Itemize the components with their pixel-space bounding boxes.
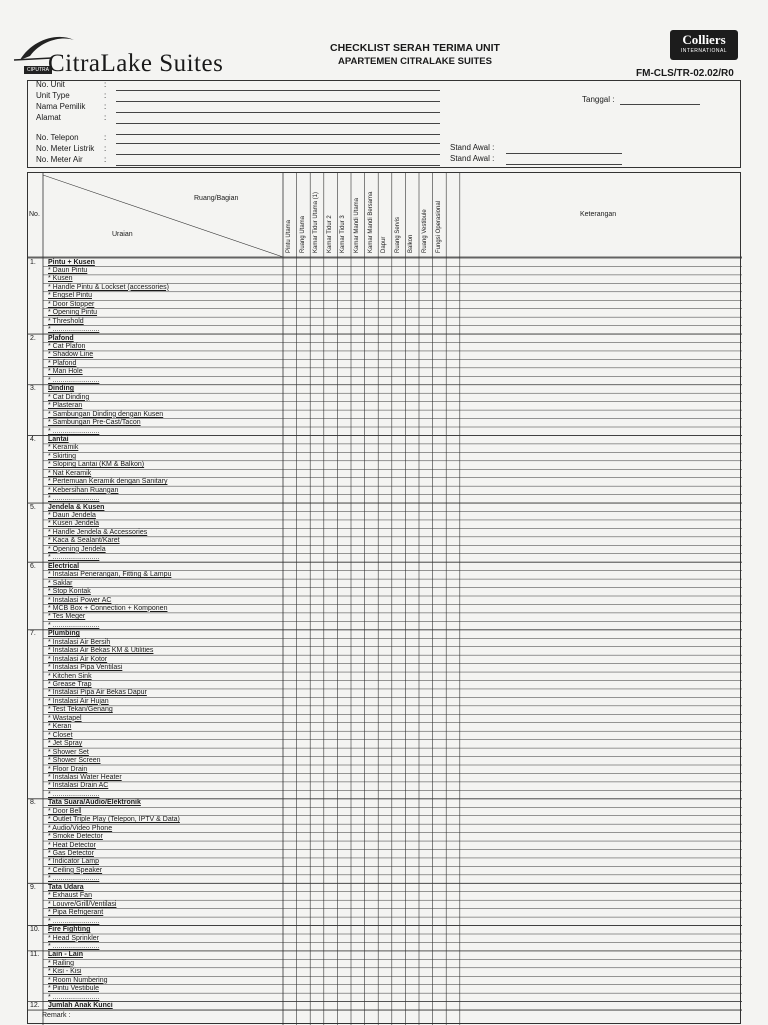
checklist-item[interactable]: * Nat Keramik [48, 469, 92, 477]
checklist-item[interactable]: * Kitchen Sink [48, 672, 92, 680]
section-title: Jumlah Anak Kunci [48, 1002, 113, 1010]
checklist-item[interactable]: * Threshold [48, 317, 84, 325]
room-column-label: Ruang Servis [394, 216, 401, 253]
section-title: Lantai [48, 435, 69, 443]
field-colon: : [104, 144, 107, 153]
checklist-item[interactable]: * Pintu Vestibule [48, 985, 99, 993]
section-number: 3. [30, 385, 36, 393]
field-label: Alamat [36, 113, 61, 122]
field-label: Unit Type [36, 91, 70, 100]
checklist-item[interactable]: * Exhaust Fan [48, 892, 92, 900]
checklist-item[interactable]: * Handle Pintu & Lockset (accessories) [48, 283, 169, 291]
table-grid [28, 173, 742, 1025]
section-title: Tata Suara/Audio/Elektronik [48, 799, 141, 807]
section-title: Lain - Lain [48, 951, 83, 959]
section-number: 2. [30, 334, 36, 342]
field-colon: : [104, 155, 107, 164]
checklist-item[interactable]: * ........................ [48, 917, 100, 925]
checklist-item[interactable]: * Indicator Lamp [48, 858, 99, 866]
field-line[interactable] [116, 90, 440, 91]
stand-awal-line[interactable] [506, 164, 622, 165]
checklist-item[interactable]: * ........................ [48, 875, 100, 883]
checklist-item[interactable]: * Kisi - Kisi [48, 968, 82, 976]
section-title: Plumbing [48, 630, 80, 638]
room-column-label: Kamar Tidur 2 [326, 215, 333, 253]
header-diagonal-line [43, 175, 283, 257]
checklist-item[interactable]: * Outlet Triple Play (Telepon, IPTV & Data) [48, 816, 180, 824]
checklist-item[interactable]: * Cat Plafon [48, 343, 86, 350]
checklist-item[interactable]: * Door Stopper [48, 300, 95, 308]
checklist-item[interactable]: * Closet [48, 731, 73, 739]
checklist-item[interactable]: * Room Numbering [48, 976, 108, 984]
checklist-item[interactable]: * Shower Set [48, 748, 89, 756]
checklist-table [27, 172, 741, 1024]
checklist-item[interactable]: * Floor Drain [48, 765, 88, 773]
checklist-item[interactable]: * Keran [48, 723, 72, 731]
checklist-item[interactable]: * Pipa Refrigerant [48, 909, 104, 917]
checklist-item[interactable]: * Instalasi Pipa Ventilasi [48, 664, 123, 672]
checklist-item[interactable]: * Stop Kontak [48, 588, 91, 596]
field-colon: : [104, 113, 107, 122]
checklist-item[interactable]: * ........................ [48, 326, 100, 334]
section-number: 11. [30, 951, 40, 959]
field-line[interactable] [116, 165, 440, 166]
section-number: 8. [30, 799, 36, 807]
checklist-item[interactable]: * ........................ [48, 554, 100, 562]
checklist-item[interactable]: * Sloping Lantai (KM & Balkon) [48, 461, 145, 469]
checklist-item[interactable]: * Smoke Detector [48, 833, 103, 841]
checklist-item[interactable]: * ........................ [48, 790, 100, 798]
checklist-item[interactable]: * Ceiling Speaker [48, 866, 103, 874]
tanggal-label: Tanggal : [582, 95, 615, 104]
checklist-item[interactable]: * ........................ [48, 495, 100, 503]
section-number: 6. [30, 562, 36, 570]
checklist-item[interactable]: * Shadow Line [48, 351, 94, 359]
stand-awal-label: Stand Awal : [450, 143, 495, 152]
checklist-item[interactable]: * Keramik [48, 444, 79, 452]
room-column-label: Kamar Tidur Utama (1) [313, 191, 320, 253]
form-code: FM-CLS/TR-02.02/R0 [636, 68, 734, 79]
room-column-label: Pintu Utama [286, 219, 292, 253]
field-line[interactable] [116, 112, 440, 113]
checklist-item[interactable]: * Opening Pintu [48, 309, 98, 317]
field-label: No. Telepon [36, 133, 79, 142]
stand-awal-label: Stand Awal : [450, 154, 495, 163]
checklist-item[interactable]: * Gas Detector [48, 850, 94, 857]
checklist-item[interactable]: * Skirting [48, 452, 77, 460]
checklist-item[interactable]: * Tes Meger [48, 613, 86, 621]
room-column-label: Balkon [408, 234, 415, 253]
checklist-item[interactable]: * Wastapel [48, 714, 82, 722]
section-number: 10. [30, 926, 40, 934]
field-line[interactable] [116, 154, 440, 155]
field-colon: : [104, 102, 107, 111]
checklist-item[interactable]: * ........................ [48, 993, 100, 1001]
checklist-item[interactable]: * Instalasi Water Heater [48, 773, 122, 781]
checklist-item[interactable]: * Instalasi Drain AC [48, 782, 109, 790]
checklist-item[interactable]: * Railing [48, 959, 75, 967]
checklist-item[interactable]: * Instalasi Air Bersih [48, 638, 111, 646]
checklist-item[interactable]: * ........................ [48, 427, 100, 435]
section-title: Pintu + Kusen [48, 258, 95, 266]
no-header: No. [29, 211, 40, 218]
room-column-label: Ruang Vestibule [422, 209, 428, 253]
checklist-item[interactable]: * MCB Box + Connection + Komponen [48, 604, 168, 612]
checklist-item[interactable]: * Jet Spray [48, 740, 83, 748]
checklist-item[interactable]: * Pertemuan Keramik dengan Sanitary [48, 478, 168, 486]
checklist-item[interactable]: * Daun Pintu [48, 266, 88, 274]
field-line[interactable] [116, 134, 440, 135]
document-title: CHECKLIST SERAH TERIMA UNIT [330, 42, 500, 54]
checklist-item[interactable]: * Handle Jendela & Accessories [48, 528, 148, 536]
checklist-item[interactable]: * Kaca & Sealant/Karet [48, 537, 120, 545]
brand-name: CitraLake Suites [48, 50, 224, 77]
checklist-item[interactable]: * ........................ [48, 942, 100, 950]
checklist-item[interactable]: * Sambungan Dinding dengan Kusen [48, 410, 164, 418]
checklist-item[interactable]: * Kusen [48, 275, 73, 283]
field-label: Nama Pemilik [36, 102, 86, 111]
section-title: Plafond [48, 334, 74, 342]
checklist-item[interactable]: * Daun Jendela [48, 512, 96, 519]
checklist-item[interactable]: * Instalasi Air Bekas KM & Utilities [48, 647, 154, 655]
section-title: Fire Fighting [48, 926, 91, 934]
checklist-item[interactable]: * Plafond [48, 359, 77, 367]
room-column-label: Kamar Mandi Utama [354, 197, 360, 253]
room-column-label: Fungsi Operasional [435, 200, 442, 253]
field-label: No. Meter Air [36, 155, 83, 164]
tanggal-line[interactable] [620, 104, 700, 105]
checklist-item[interactable]: * Kusen Jendela [48, 520, 99, 528]
checklist-item[interactable]: * Man Hole [48, 368, 83, 376]
checklist-item[interactable]: * Instalasi Penerangan, Fitting & Lampu [48, 571, 172, 579]
remark-label: Remark : [42, 1012, 71, 1020]
field-colon: : [104, 91, 107, 100]
section-title: Electrical [48, 562, 80, 570]
partner-sub: INTERNATIONAL [680, 48, 728, 54]
section-number: 4. [30, 435, 36, 443]
room-column-label: Dapur [381, 236, 388, 253]
checklist-item[interactable]: * Plasteran [48, 402, 83, 410]
section-number: 1. [30, 258, 36, 266]
checklist-item[interactable]: * Instalasi Pipa Air Bekas Dapur [48, 689, 147, 697]
checklist-item[interactable]: * Sambungan Pre-Cast/Tacon [48, 419, 141, 427]
checklist-item[interactable]: * Shower Screen [48, 757, 101, 765]
field-line[interactable] [116, 101, 440, 102]
checklist-item[interactable]: * Engsel Pintu [48, 292, 92, 300]
colliers-logo [670, 30, 738, 60]
ruang-header: Ruang/Bagian [194, 195, 239, 202]
unit-info-section [27, 80, 741, 168]
section-title: Dinding [48, 385, 75, 393]
room-column-label: Ruang Utama [299, 215, 306, 253]
section-title: Jendela & Kusen [48, 503, 105, 511]
field-colon: : [104, 133, 107, 142]
checklist-item[interactable]: * Louvre/Grill/Ventilasi [48, 900, 117, 908]
section-title: Tata Udara [48, 883, 84, 891]
room-column-label: Kamar Tidur 3 [340, 215, 347, 253]
checklist-item[interactable]: * Grease Trap [48, 681, 92, 688]
field-line[interactable] [116, 123, 440, 124]
section-number: 12. [30, 1002, 40, 1010]
checklist-item[interactable]: * ........................ [48, 621, 100, 629]
section-number: 7. [30, 630, 36, 638]
checklist-item[interactable]: * Test Tekan/Genang [48, 706, 113, 714]
checklist-item[interactable]: * Audio/Video Phone [48, 824, 113, 832]
uraian-header: Uraian [112, 231, 133, 238]
field-colon: : [104, 80, 107, 89]
field-label: No. Meter Listrik [36, 144, 95, 153]
checklist-item[interactable]: * Instalasi Power AC [48, 596, 112, 604]
brand-tag: CIPUTRA [24, 66, 52, 74]
keterangan-header: Keterangan [580, 211, 617, 218]
stand-awal-line[interactable] [506, 153, 622, 154]
checklist-item[interactable]: * Saklar [48, 579, 73, 587]
section-number: 9. [30, 883, 36, 891]
section-number: 5. [30, 503, 36, 511]
partner-name: Colliers [682, 32, 726, 47]
checklist-item[interactable]: * ........................ [48, 376, 100, 384]
checklist-item[interactable]: * Heat Detector [48, 841, 96, 849]
checklist-item[interactable]: * Opening Jendela [48, 545, 106, 553]
checklist-item[interactable]: * Instalasi Air Hujan [48, 697, 109, 705]
checklist-item[interactable]: * Head Sprinkler [48, 934, 99, 942]
field-line[interactable] [116, 143, 440, 144]
document-subtitle: APARTEMEN CITRALAKE SUITES [338, 56, 492, 67]
checklist-item[interactable]: * Door Bell [48, 807, 82, 815]
checklist-item[interactable]: * Cat Dinding [48, 393, 90, 401]
checklist-item[interactable]: * Instalasi Air Kotor [48, 655, 108, 663]
field-label: No. Unit [36, 80, 65, 89]
checklist-item[interactable]: * Kebersihan Ruangan [48, 486, 119, 494]
room-column-label: Kamar Mandi Bersama [367, 191, 374, 253]
